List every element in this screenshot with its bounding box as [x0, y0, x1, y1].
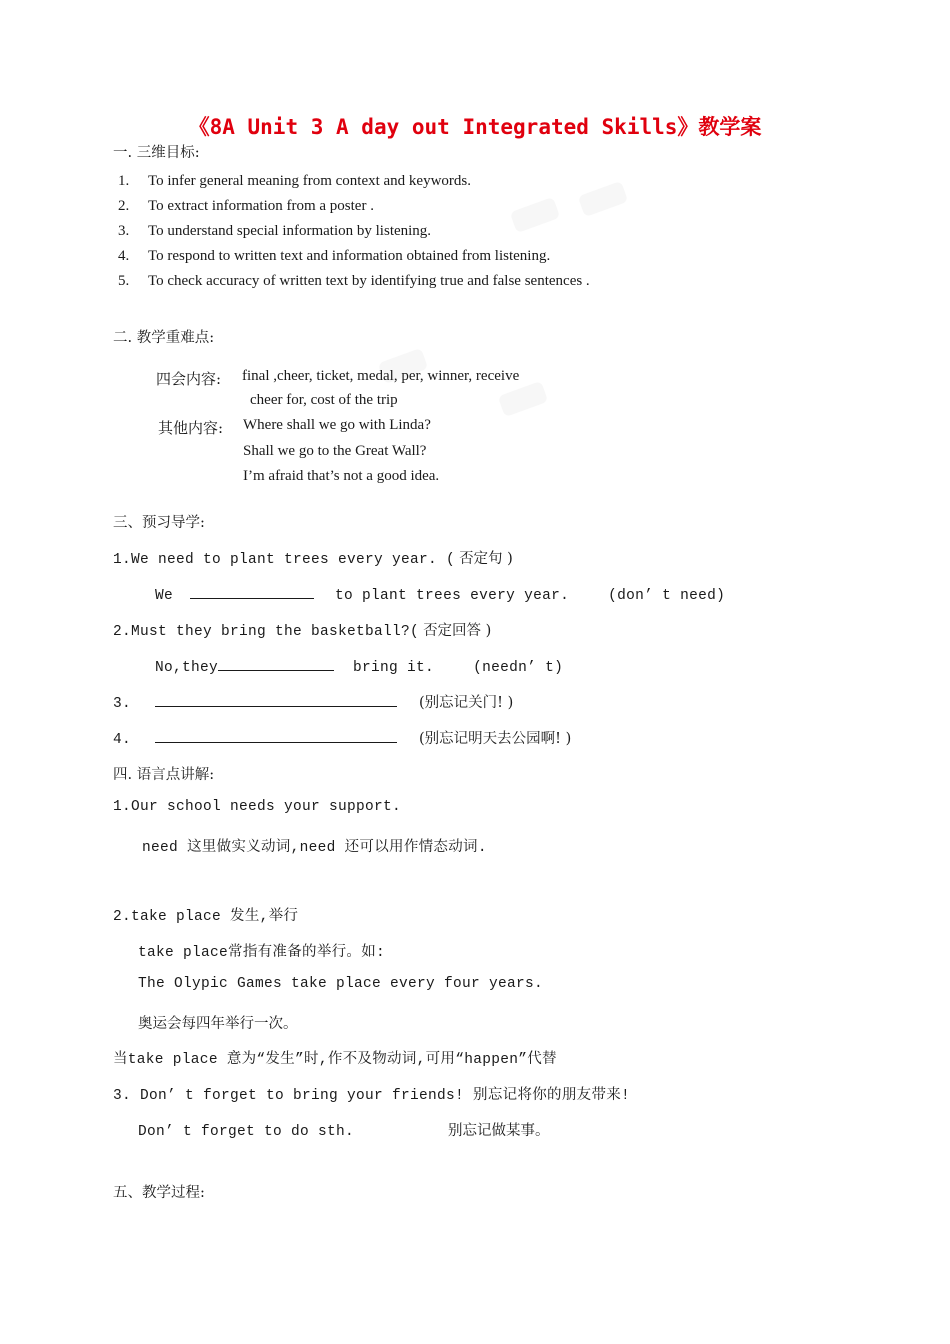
section-heading-objectives: 一. 三维目标: — [113, 145, 200, 161]
objective-text: To understand special information by listening. — [148, 223, 432, 239]
objective-item — [118, 273, 590, 290]
language-point-3-pattern: Don’ t forget to do sth. — [138, 1124, 355, 1140]
exercise-3-number: 3. — [113, 696, 132, 712]
exercise-1-instruction: 否定句 ) — [459, 551, 513, 567]
language-point-2-usage: 当take place 意为“发生”时,作不及物动词,可用“happen”代替 — [113, 1052, 557, 1068]
language-point-1-note: need 这里做实义动词,need 还可以用作情态动词. — [142, 840, 487, 856]
objective-text: To infer general meaning from context and keywords. — [148, 173, 472, 189]
language-point-2-translation: 奥运会每四年举行一次。 — [138, 1016, 298, 1032]
four-skills-words: final ,cheer, ticket, medal, per, winner, receive — [242, 368, 520, 384]
objective-text: To extract information from a poster . — [148, 198, 374, 214]
other-content-line: Where shall we go with Linda? — [243, 417, 431, 433]
watermark-mark — [498, 381, 549, 417]
exercise-3 — [113, 691, 513, 712]
section-heading-language-points: 四. 语言点讲解: — [113, 767, 215, 783]
exercise-3-hint: (别忘记关门! ) — [419, 695, 514, 711]
language-point-3-pattern-line — [138, 1119, 550, 1140]
objective-number: 3. — [118, 223, 130, 239]
language-point-3: 3. Don’ t forget to bring your friends! 别忘记将你的朋友带来! — [113, 1088, 631, 1104]
section-heading-preview: 三、预习导学: — [113, 515, 205, 531]
section-heading-key-points: 二. 教学重难点: — [113, 330, 215, 346]
document-title: 《8A Unit 3 A day out Integrated Skills》教学案 — [188, 115, 762, 139]
watermark-mark — [510, 197, 561, 233]
objective-number: 5. — [118, 273, 130, 289]
exercise-2-answer-prefix: No,they — [155, 660, 219, 676]
exercise-1-blank[interactable] — [190, 583, 314, 599]
exercise-1-answer-suffix: to plant trees every year. — [335, 588, 570, 604]
exercise-3-blank[interactable] — [155, 691, 397, 707]
exercise-1-answer-line — [155, 583, 725, 604]
objective-number: 4. — [118, 248, 130, 264]
objective-text: To respond to written text and information obtained from listening. — [148, 248, 551, 264]
exercise-2-instruction: 否定回答 ) — [423, 623, 492, 639]
exercise-4-number: 4. — [113, 732, 132, 748]
language-point-1: 1.Our school needs your support. — [113, 799, 402, 815]
exercise-1 — [113, 547, 513, 568]
watermark-mark — [578, 181, 629, 217]
exercise-2-answer-line — [155, 655, 563, 676]
exercise-4 — [113, 727, 571, 748]
other-content-line: Shall we go to the Great Wall? — [243, 443, 427, 459]
section-heading-teaching-process: 五、教学过程: — [113, 1185, 205, 1201]
objective-number: 2. — [118, 198, 130, 214]
objective-item — [118, 223, 431, 240]
language-point-2-example: The Olypic Games take place every four years. — [138, 976, 544, 992]
exercise-2-blank[interactable] — [218, 655, 334, 671]
other-content-line: I’m afraid that’s not a good idea. — [243, 468, 440, 484]
exercise-2-hint: (needn’ t) — [473, 660, 564, 676]
objective-item — [118, 248, 550, 265]
four-skills-label: 四会内容: — [156, 370, 222, 388]
language-point-3-meaning: 别忘记做某事。 — [448, 1123, 550, 1139]
objective-item — [118, 173, 471, 190]
exercise-2-sentence: 2.Must they bring the basketball?( — [113, 624, 420, 640]
objective-text: To check accuracy of written text by identifying true and false sentences . — [148, 273, 590, 289]
exercise-2 — [113, 619, 491, 640]
exercise-2-answer-suffix: bring it. — [353, 660, 435, 676]
objective-item — [118, 198, 374, 215]
exercise-1-sentence: 1.We need to plant trees every year. ( — [113, 552, 456, 568]
objective-number: 1. — [118, 173, 130, 189]
exercise-1-hint: (don’ t need) — [608, 588, 726, 604]
exercise-4-hint: (别忘记明天去公园啊! ) — [419, 731, 572, 747]
exercise-1-answer-prefix: We — [155, 588, 174, 604]
four-skills-phrases: cheer for, cost of the trip — [250, 392, 398, 408]
language-point-2: 2.take place 发生,举行 — [113, 909, 299, 925]
exercise-4-blank[interactable] — [155, 727, 397, 743]
language-point-2-note: take place常指有准备的举行。如: — [138, 945, 386, 961]
other-content-label: 其他内容: — [158, 419, 224, 437]
